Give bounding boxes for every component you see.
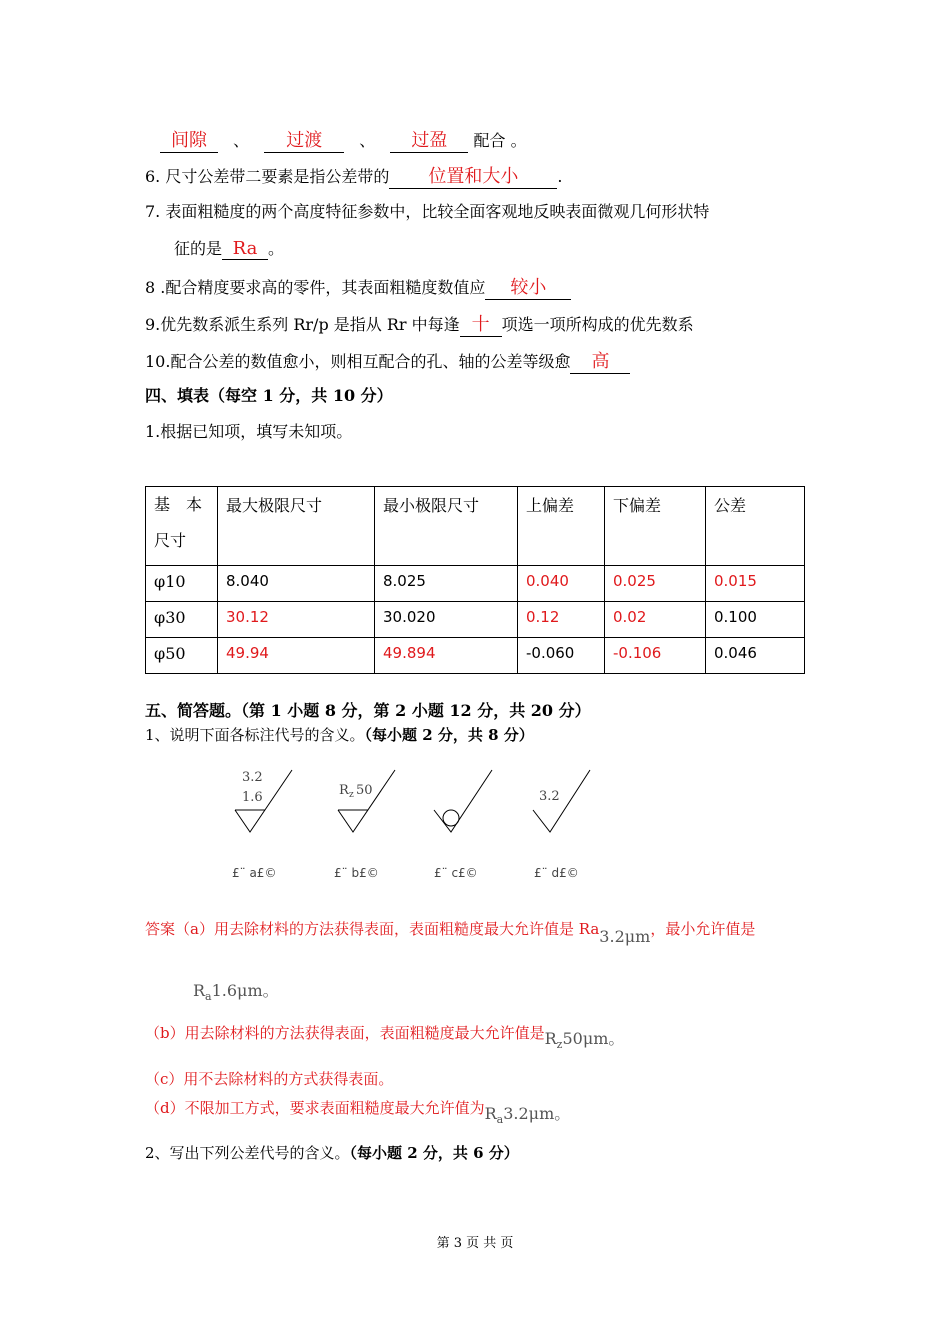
- table-header: 上偏差: [518, 487, 605, 566]
- table-cell: 8.040: [218, 566, 375, 602]
- answer-a-text: 答案（a）用去除材料的方法获得表面，表面粗糙度最大允许值是 Ra: [145, 920, 600, 938]
- question-8-text: 8 .配合精度要求高的零件，其表面粗糙度数值应: [145, 278, 486, 297]
- answer-a-line1: [145, 918, 756, 946]
- table-header: 最小极限尺寸: [375, 487, 518, 566]
- table-cell: 49.94: [218, 638, 375, 674]
- section-5-title: 五、简答题。（第 1 小题 8 分，第 2 小题 12 分，共 20 分）: [145, 701, 591, 720]
- question-7-line2: [174, 236, 284, 260]
- caption-b: £¨ b£©: [334, 866, 379, 880]
- fill-line-5: [160, 126, 527, 153]
- answer-b-R: R: [544, 1029, 557, 1048]
- question-6-text: 6. 尺寸公差带二要素是指公差带的: [145, 167, 390, 186]
- symbol-b-value: 50: [356, 783, 373, 798]
- answer-b-value: 50μm。: [562, 1029, 625, 1048]
- roughness-symbols: [220, 762, 840, 882]
- question-10: [145, 347, 630, 374]
- table-cell: 0.02: [605, 602, 706, 638]
- question-7-text: 征的是: [174, 239, 223, 258]
- question-10-text: 10.配合公差的数值愈小，则相互配合的孔、轴的公差等级愈: [145, 352, 571, 371]
- table-row: [146, 638, 805, 674]
- answer-interference: 过盈: [411, 130, 448, 151]
- table-cell: 0.100: [706, 602, 805, 638]
- table-cell: -0.060: [518, 638, 605, 674]
- symbol-b-icon: [338, 770, 395, 832]
- answer-d-value: 3.2μm。: [503, 1104, 571, 1123]
- table-cell: 8.025: [375, 566, 518, 602]
- answer-transition: 过渡: [286, 130, 323, 151]
- separator: 、: [359, 131, 376, 150]
- symbol-d-top: 3.2: [539, 789, 560, 804]
- question-7-line1: 7. 表面粗糙度的两个高度特征参数中，比较全面客观地反映表面微观几何形状特: [145, 202, 710, 221]
- symbol-a-icon: [235, 770, 292, 832]
- table-cell: 0.12: [518, 602, 605, 638]
- question-9-tail: 项选一项所构成的优先数系: [501, 315, 694, 334]
- table-cell: 0.015: [706, 566, 805, 602]
- question-2: [145, 1142, 519, 1163]
- question-2-text: 2、写出下列公差代号的含义。: [145, 1144, 350, 1162]
- answer-10: 高: [591, 351, 610, 372]
- answer-a2-value: 1.6μm。: [211, 981, 279, 1000]
- tolerance-table: [145, 486, 805, 674]
- question-2-score: （每小题 2 分，共 6 分）: [349, 1144, 519, 1162]
- answer-a2-sub: a: [205, 990, 212, 1004]
- question-6-tail: .: [557, 167, 563, 186]
- symbol-b-sub: z: [349, 790, 354, 800]
- answer-7: Ra: [232, 238, 258, 259]
- table-cell: φ30: [146, 602, 218, 638]
- answer-a2-R: R: [193, 981, 206, 1000]
- table-cell: 49.894: [375, 638, 518, 674]
- table-header: 公差: [706, 487, 805, 566]
- answer-a-line2: [193, 978, 279, 1003]
- table-row: [146, 602, 805, 638]
- table-row: [146, 566, 805, 602]
- section-4-title: 四、填表（每空 1 分，共 10 分）: [145, 386, 393, 405]
- table-cell: φ50: [146, 638, 218, 674]
- answer-d-text: （d）不限加工方式，要求表面粗糙度最大允许值为: [145, 1099, 485, 1117]
- section-4-q1: 1.根据已知项，填写未知项。: [145, 422, 353, 441]
- line5-tail: 配合 。: [473, 131, 527, 150]
- table-cell: φ10: [146, 566, 218, 602]
- table-header-row: [146, 487, 805, 566]
- table-cell: 30.020: [375, 602, 518, 638]
- answer-d-sub: a: [496, 1113, 504, 1127]
- symbol-a-top: 3.2: [242, 770, 263, 785]
- caption-c: £¨ c£©: [434, 866, 478, 880]
- table-cell: 0.040: [518, 566, 605, 602]
- symbol-a-bottom: 1.6: [242, 790, 263, 805]
- answer-a-value: 3.2μm: [599, 927, 651, 946]
- table-header: 基 本 尺寸: [146, 487, 218, 566]
- table-cell: -0.106: [605, 638, 706, 674]
- caption-d: £¨ d£©: [534, 866, 579, 880]
- question-7-tail: 。: [268, 239, 285, 258]
- separator: 、: [233, 131, 250, 150]
- section-5-q1-text: 1、说明下面各标注代号的含义。: [145, 726, 365, 744]
- symbol-d-icon: [533, 770, 590, 832]
- section-5-q1-score: （每小题 2 分，共 8 分）: [364, 726, 534, 744]
- question-9-text: 9.优先数系派生系列 Rr/p 是指从 Rr 中每逢: [145, 315, 460, 334]
- table-cell: 0.025: [605, 566, 706, 602]
- table-header: 最大极限尺寸: [218, 487, 375, 566]
- answer-d: [145, 1095, 571, 1127]
- page-footer: 第 3 页 共 页: [436, 1236, 514, 1251]
- table-cell: 0.046: [706, 638, 805, 674]
- answer-a-tail: ，最小允许值是: [650, 920, 756, 938]
- answer-b-sub: z: [556, 1038, 563, 1052]
- section-5-q1: [145, 724, 534, 745]
- answer-9: 十: [471, 314, 490, 335]
- answer-8: 较小: [510, 277, 547, 298]
- answer-b: [145, 1020, 625, 1052]
- answer-clearance: 间隙: [171, 130, 207, 151]
- answer-d-R: R: [484, 1104, 497, 1123]
- answer-6: 位置和大小: [428, 166, 519, 187]
- question-6: [145, 162, 562, 189]
- table-header: 下偏差: [605, 487, 706, 566]
- caption-a: £¨ a£©: [232, 866, 277, 880]
- question-8: [145, 273, 571, 300]
- answer-b-text: （b）用去除材料的方法获得表面，表面粗糙度最大允许值是: [145, 1024, 545, 1042]
- table-cell: 30.12: [218, 602, 375, 638]
- question-9: [145, 310, 694, 337]
- answer-c: （c）用不去除材料的方式获得表面。: [145, 1070, 394, 1088]
- symbol-c-icon: [434, 770, 492, 832]
- symbol-b-label: R: [339, 783, 349, 798]
